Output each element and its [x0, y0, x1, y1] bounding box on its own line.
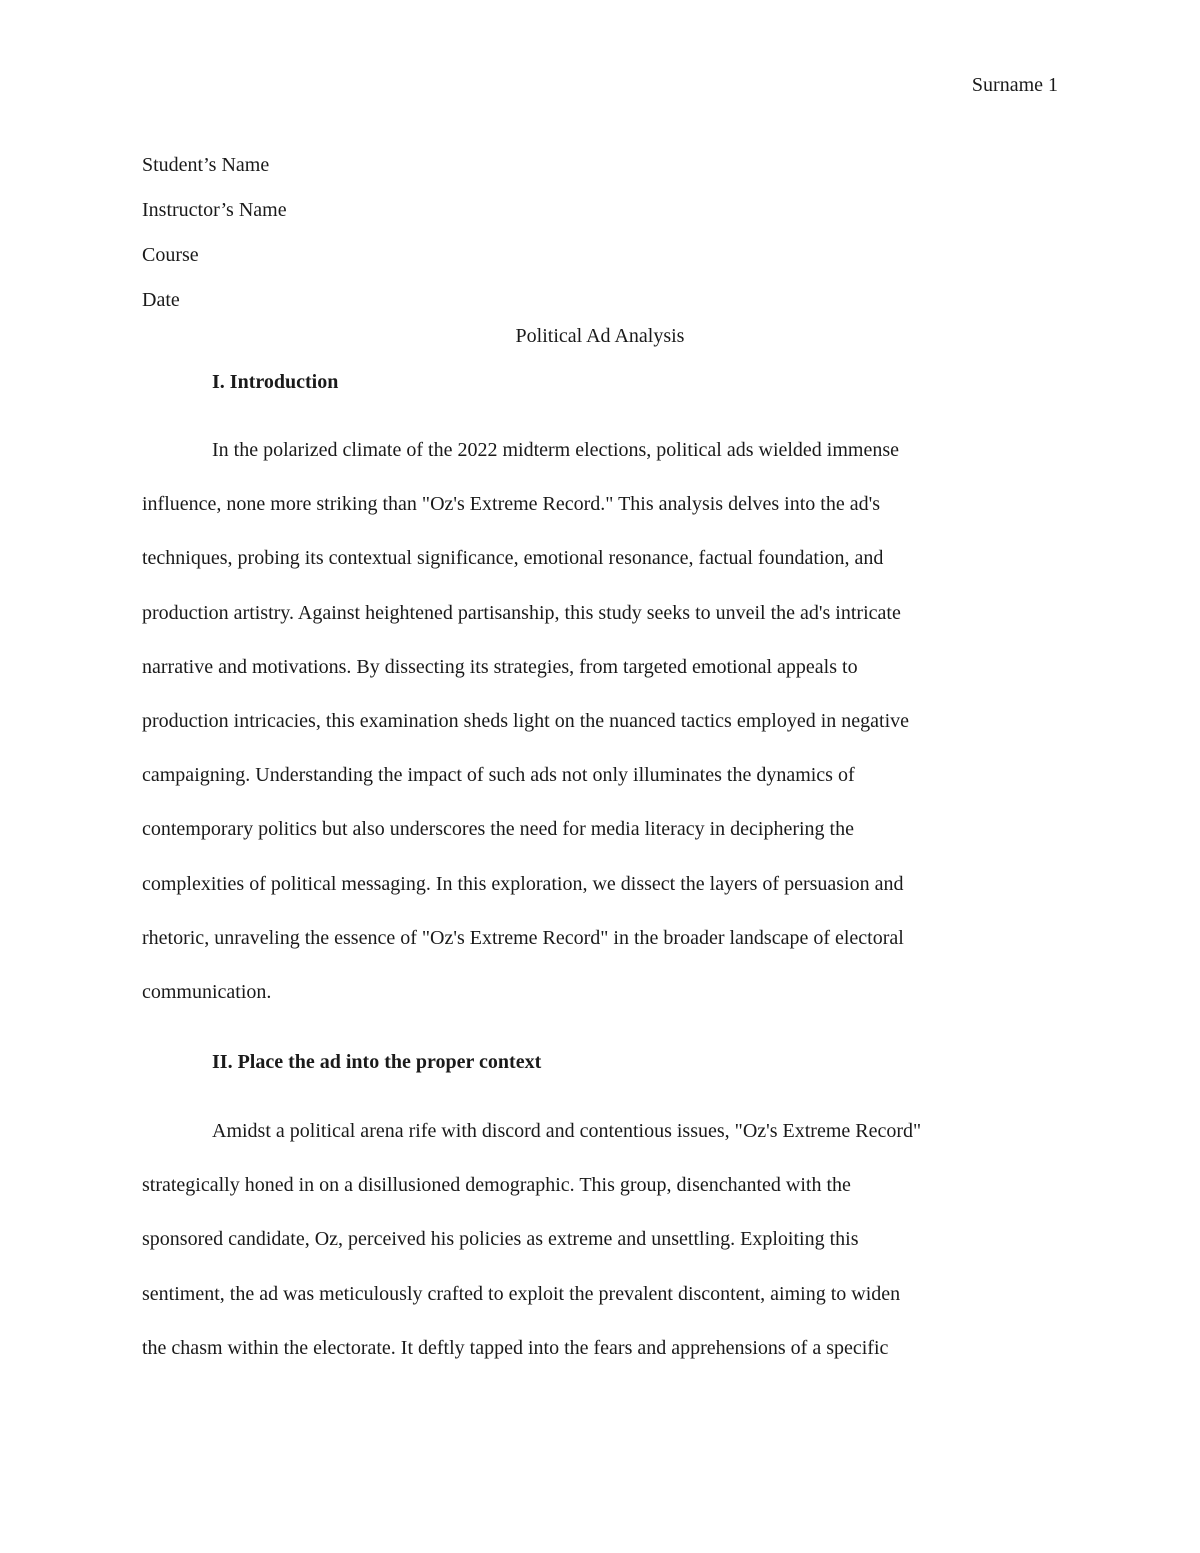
paragraph-line: influence, none more striking than "Oz's Extreme Record." This analysis delves into the ad's	[142, 493, 880, 516]
page-header	[972, 72, 1058, 98]
paragraph-line: production artistry. Against heightened partisanship, this study seeks to unveil the ad's intricate	[142, 601, 901, 624]
surname-page-number: Surname 1	[971, 74, 1058, 96]
date: Date	[142, 289, 180, 311]
paragraph-line: sentiment, the ad was meticulously crafted to exploit the prevalent discontent, aiming to widen	[142, 1282, 901, 1305]
introduction-paragraph	[142, 435, 1058, 1031]
paragraph-line: narrative and motivations. By dissecting its strategies, from targeted emotional appeals to	[142, 655, 858, 678]
paragraph-line: strategically honed in on a disillusioned demographic. This group, disenchanted with the	[142, 1174, 851, 1197]
paragraph-line: In the polarized climate of the 2022 midterm elections, political ads wielded immense	[212, 439, 900, 461]
instructor-name: Instructor’s Name	[142, 199, 287, 221]
section-heading-introduction: I. Introduction	[212, 371, 339, 393]
paragraph-line: production intricacies, this examination sheds light on the nuanced tactics employed in negative	[142, 709, 910, 732]
document-title: Political Ad Analysis	[515, 325, 685, 347]
section-heading-context: II. Place the ad into the proper context	[212, 1051, 542, 1073]
paragraph-line: techniques, probing its contextual significance, emotional resonance, factual foundation, and	[142, 547, 884, 570]
student-name: Student’s Name	[142, 154, 270, 176]
paragraph-line: the chasm within the electorate. It deftly tapped into the fears and apprehensions of a specific	[142, 1336, 889, 1359]
paragraph-line: rhetoric, unraveling the essence of "Oz's Extreme Record" in the broader landscape of electoral	[142, 926, 904, 949]
context-paragraph	[142, 1116, 1058, 1387]
paragraph-line: Amidst a political arena rife with discord and contentious issues, "Oz's Extreme Record"	[212, 1120, 922, 1142]
paragraph-line: campaigning. Understanding the impact of such ads not only illuminates the dynamics of	[142, 764, 855, 787]
paragraph-line: complexities of political messaging. In this exploration, we dissect the layers of persuasion and	[142, 872, 904, 895]
paragraph-line: sponsored candidate, Oz, perceived his policies as extreme and unsettling. Exploiting this	[142, 1228, 859, 1251]
paragraph-line: communication.	[142, 980, 272, 1003]
paragraph-line: contemporary politics but also underscores the need for media literacy in deciphering the	[142, 818, 854, 841]
course-name: Course	[142, 244, 199, 266]
mla-heading-block	[142, 143, 1058, 323]
